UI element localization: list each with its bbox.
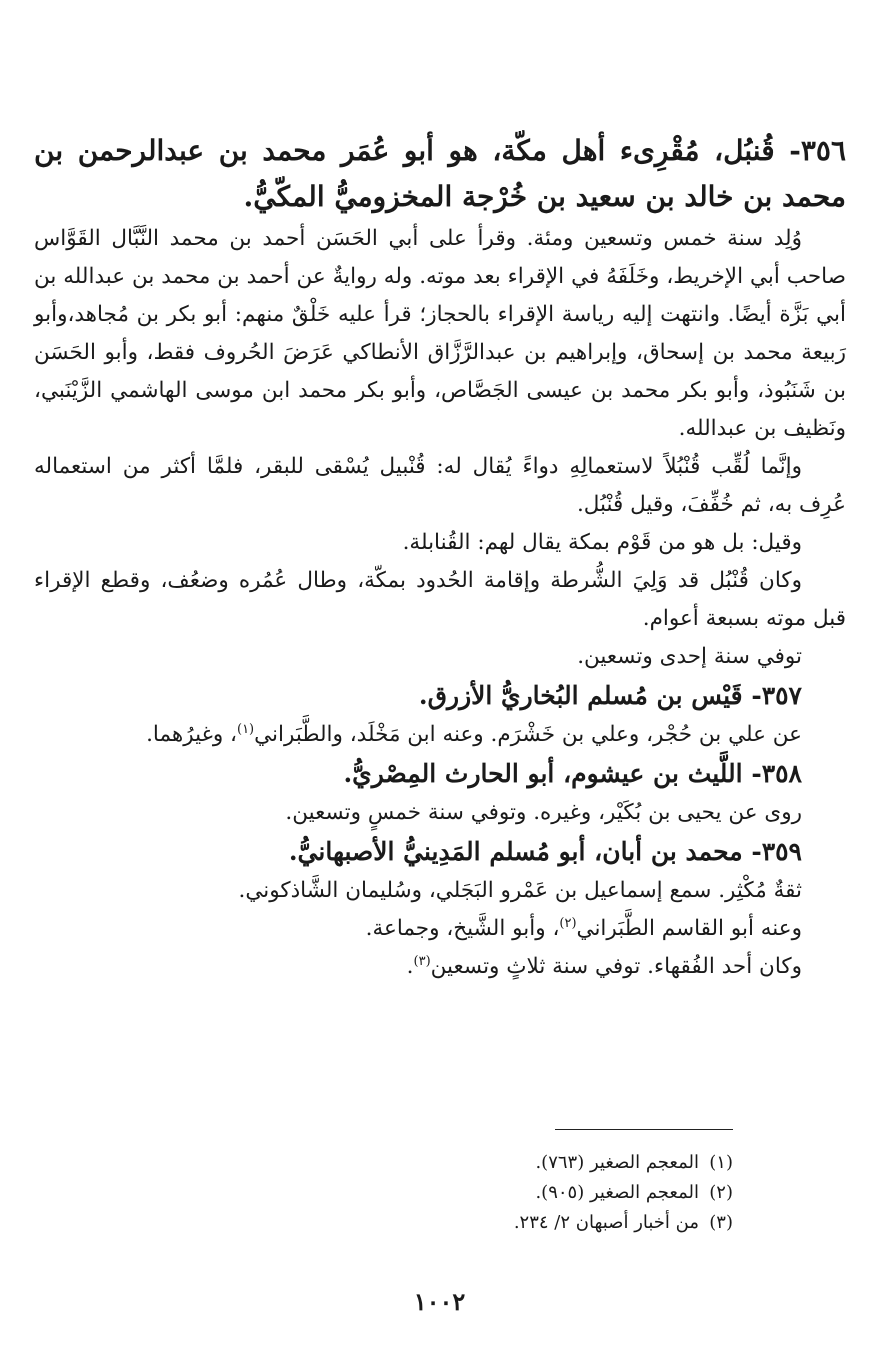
entry-heading-359: ٣٥٩- محمد بن أبان، أبو مُسلم المَدِينيُّ الأصبهانيُّ. (288, 837, 802, 866)
entry-359-paragraph-3 (34, 948, 846, 986)
entry-heading-357: ٣٥٧- قَيْس بن مُسلم البُخاريُّ الأزرق. (418, 681, 802, 710)
footnotes (33, 1148, 733, 1238)
entry-359-paragraph-2 (34, 910, 846, 948)
entry-359-p2-text-after: ، وأبو الشَّيخ، وجماعة. (365, 916, 560, 941)
entry-356-paragraph-1: وُلِد سنة خمس وتسعين ومئة. وقرأ على أبي الحَسَن أحمد بن محمد النَّبَّال القَوَّاس صاحب أبي الإخريط، وخَلَفَهُ في الإقراء بعد موته. وله روايةٌ عن أحمد بن محمد بن عبدالله بن أبي بَزَّة أيضًا. وانتهت إليه رياسة الإقراء بالحجاز؛ قرأ عليه خَلْقٌ منهم: أبو بكر بن مُجاهد،وأبو رَبيعة محمد بن إسحاق، وإبراهيم بن عبدالرَّزَّاق الأنطاكي عَرَضَ الحُروف فقط، وأبو الحَسَن بن شَنَبُوذ، وأبو بكر محمد بن عيسى الجَصَّاص، وأبو بكر محمد ابن موسى الهاشمي الزَّيْنَبي، ونَظيف بن عبدالله. (34, 226, 846, 441)
entry-heading-358: ٣٥٨- اللَّيث بن عيشوم، أبو الحارث المِصْريُّ. (343, 759, 802, 788)
page-number: ١٠٠٢ (413, 1287, 466, 1316)
entry-358-paragraph-1: روى عن يحيى بن بُكَيْر، وغيره. وتوفي سنة خمسٍ وتسعين. (285, 800, 802, 825)
entry-359-p3-text-after: . (406, 954, 414, 979)
footnote-number: (٣) (709, 1212, 733, 1233)
footnote-2 (33, 1178, 733, 1208)
page-body (34, 128, 846, 986)
entry-357-paragraph-1 (34, 716, 846, 754)
footnote-number: (٢) (709, 1182, 733, 1203)
entry-359-p3-text-before: وكان أحد الفُقهاء. توفي سنة ثلاثٍ وتسعين (430, 954, 802, 979)
footnote-text: المعجم الصغير (٧٦٣). (535, 1152, 699, 1173)
footnote-ref-1: (١) (236, 721, 255, 737)
entry-357-text-after: ، وغيرُهما. (146, 722, 237, 747)
footnote-number: (١) (709, 1152, 733, 1173)
entry-359-paragraph-1: ثقةٌ مُكْثِر. سمع إسماعيل بن عَمْرو البَجَلي، وسُليمان الشَّاذكوني. (238, 878, 802, 903)
footnote-divider (555, 1129, 733, 1130)
entry-357-text-before: عن علي بن حُجْر، وعلي بن خَشْرَم. وعنه ابن مَخْلَد، والطَّبَراني (254, 722, 802, 747)
entry-356-paragraph-3: وقيل: بل هو من قَوْم بمكة يقال لهم: القُنابلة. (402, 530, 802, 555)
footnote-3 (33, 1208, 733, 1238)
entry-356-paragraph-2: وإنَّما لُقِّب قُنْبُلاً لاستعمالِهِ دواءً يُقال له: قُنْبيل يُسْقى للبقر، فلمَّا أكثر من استعماله عُرِف به، ثم خُفِّفَ، وقيل قُنْبُل. (34, 454, 846, 517)
footnote-ref-3: (٣) (413, 953, 431, 969)
entry-356-paragraph-5: توفي سنة إحدى وتسعين. (577, 644, 802, 669)
footnote-text: من أخبار أصبهان ٢/ ٢٣٤. (513, 1212, 699, 1233)
entry-359-p2-text-before: وعنه أبو القاسم الطَّبَراني (576, 916, 802, 941)
footnote-1 (33, 1148, 733, 1178)
entry-356-paragraph-4: وكان قُنْبُل قد وَلِيَ الشُّرطة وإقامة الحُدود بمكّة، وطال عُمُره وضعُف، وقطع الإقراء قبل موته بسبعة أعوام. (34, 568, 846, 631)
footnote-ref-2: (٢) (559, 915, 577, 931)
footnote-text: المعجم الصغير (٩٠٥). (535, 1182, 699, 1203)
entry-heading-356: ٣٥٦- قُنبُل، مُقْرِىء أهل مكّة، هو أبو عُمَر محمد بن عبدالرحمن بن محمد بن خالد بن سعيد بن خُرْجة المخزوميُّ المكّيُّ. (34, 134, 846, 213)
